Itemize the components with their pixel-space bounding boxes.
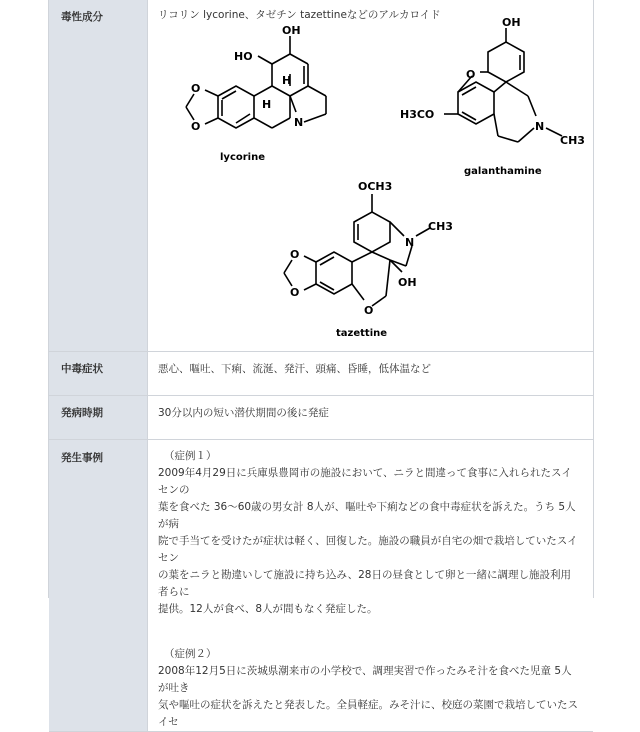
case-1	[158, 448, 581, 618]
galanthamine-label: galanthamine	[464, 166, 542, 177]
tazettine-label: tazettine	[336, 328, 388, 339]
galanthamine-o: O	[466, 68, 476, 81]
chemical-structures	[158, 16, 598, 344]
tazettine-ch3: CH3	[428, 220, 453, 233]
case-spacer	[158, 618, 581, 646]
lycorine-o2: O	[191, 120, 201, 133]
tazettine-n: N	[405, 236, 415, 249]
lycorine-h-mid: H	[262, 98, 272, 111]
case-2	[158, 646, 581, 731]
case-1-line: の葉をニラと勘違いして施設に持ち込み、28日の昼食として卵と一緒に調理し施設利用者らに	[158, 569, 571, 598]
value-onset-time: 30分以内の短い潜伏期間の後に発症	[148, 396, 594, 440]
lycorine-n: N	[294, 116, 304, 129]
structure-drawings	[158, 16, 598, 344]
tazettine-o1: O	[290, 248, 300, 261]
tazettine-structure	[284, 194, 430, 306]
label-toxic-components: 毒性成分	[49, 0, 148, 352]
label-poisoning-symptoms: 中毒症状	[49, 352, 148, 396]
value-toxic-components	[148, 0, 594, 352]
case-1-line: 2009年4月29日に兵庫県豊岡市の施設において、ニラと間違って食事に入れられたスイセンの	[158, 467, 572, 496]
case-1-line: 提供。12人が食べ、8人が間もなく発症した。	[158, 603, 378, 615]
galanthamine-methoxy: H3CO	[400, 108, 435, 121]
row-onset-time	[49, 396, 593, 440]
row-poisoning-symptoms	[49, 352, 593, 396]
tazettine-och3: OCH3	[358, 180, 393, 193]
lycorine-h-top: H	[282, 74, 292, 87]
label-case-examples: 発生事例	[49, 440, 148, 732]
case-1-title: （症例１）	[164, 450, 217, 462]
case-2-line: 気や嘔吐の症状を訴えたと発表した。全員軽症。みそ汁に、校庭の菜園で栽培していたスイセ	[158, 699, 578, 728]
galanthamine-structure	[444, 28, 562, 142]
galanthamine-ch3: CH3	[560, 134, 585, 147]
lycorine-o1: O	[191, 82, 201, 95]
row-toxic-components	[49, 0, 593, 352]
toxic-components-text: リコリン lycorine、タゼチン tazettineなどのアルカロイド	[158, 9, 441, 21]
galanthamine-oh: OH	[502, 16, 521, 29]
tazettine-oh: OH	[398, 276, 417, 289]
row-case-examples	[49, 440, 593, 732]
lycorine-oh-top: OH	[282, 24, 301, 37]
case-2-line: 2008年12月5日に茨城県潮来市の小学校で、調理実習で作ったみそ汁を食べた児童 5人が吐き	[158, 665, 572, 694]
lycorine-structure	[186, 36, 326, 128]
tazettine-o2: O	[290, 286, 300, 299]
galanthamine-n: N	[535, 120, 545, 133]
value-case-examples	[148, 440, 594, 732]
lycorine-ho-left: HO	[234, 50, 253, 63]
case-2-title: （症例２）	[164, 648, 217, 660]
tazettine-o-ring: O	[364, 304, 374, 317]
case-1-line: 葉を食べた 36～60歳の男女計 8人が、嘔吐や下痢などの食中毒症状を訴えた。うち 5人が病	[158, 501, 576, 530]
label-onset-time: 発病時期	[49, 396, 148, 440]
value-poisoning-symptoms: 悪心、嘔吐、下痢、流涎、発汗、頭痛、昏睡，低体温など	[148, 352, 594, 396]
lycorine-label: lycorine	[220, 152, 266, 163]
case-1-line: 院で手当てを受けたが症状は軽く、回復した。施設の職員が自宅の畑で栽培していたスイセン	[158, 535, 578, 564]
info-table-frame	[48, 0, 594, 728]
poison-info-table	[49, 0, 593, 732]
